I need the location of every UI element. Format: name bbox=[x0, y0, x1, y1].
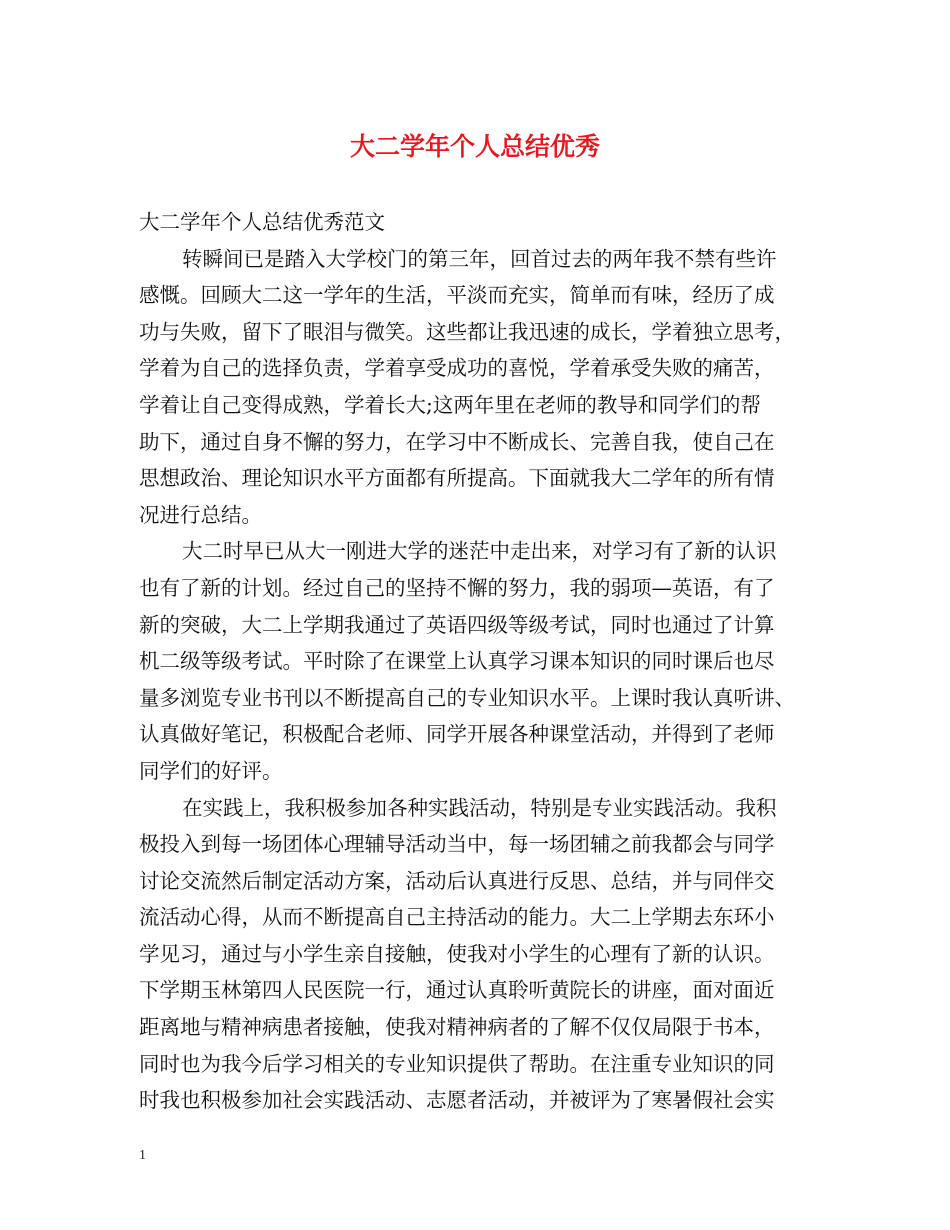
document-body bbox=[139, 204, 819, 1119]
text-line: 同学们的好评。 bbox=[139, 758, 283, 783]
paragraph-1 bbox=[139, 241, 819, 534]
text-line: 转瞬间已是踏入大学校门的第三年，回首过去的两年我不禁有些许 bbox=[182, 246, 777, 271]
text-line: 极投入到每一场团体心理辅导活动当中，每一场团辅之前我都会与同学 bbox=[139, 832, 775, 857]
text-line: 学着让自己变得成熟，学着长大;这两年里在老师的教导和同学们的帮 bbox=[139, 392, 761, 417]
text-line: 况进行总结。 bbox=[139, 502, 262, 527]
text-line: 功与失败，留下了眼泪与微笑。这些都让我迅速的成长，学着独立思考， bbox=[139, 319, 795, 344]
text-line: 感慨。回顾大二这一学年的生活，平淡而充实，简单而有味，经历了成 bbox=[139, 283, 775, 308]
text-line: 学着为自己的选择负责，学着享受成功的喜悦，学着承受失败的痛苦， bbox=[139, 356, 775, 381]
text-line: 大二时早已从大一刚进大学的迷茫中走出来，对学习有了新的认识 bbox=[182, 539, 777, 564]
paragraph-2 bbox=[139, 533, 819, 789]
page-number: 1 bbox=[139, 1148, 146, 1163]
text-line: 同时也为我今后学习相关的专业知识提供了帮助。在注重专业知识的同 bbox=[139, 1051, 775, 1076]
paragraph-3 bbox=[139, 790, 819, 1119]
text-line: 学见习，通过与小学生亲自接触，使我对小学生的心理有了新的认识。 bbox=[139, 941, 775, 966]
document-subtitle: 大二学年个人总结优秀范文 bbox=[139, 210, 385, 234]
text-line: 时我也积极参加社会实践活动、志愿者活动，并被评为了寒暑假社会实 bbox=[139, 1088, 775, 1113]
text-line: 流活动心得，从而不断提高自己主持活动的能力。大二上学期去东环小 bbox=[139, 905, 775, 930]
text-line: 量多浏览专业书刊以不断提高自己的专业知识水平。上课时我认真听讲、 bbox=[139, 685, 795, 710]
text-line: 也有了新的计划。经过自己的坚持不懈的努力，我的弱项—英语，有了 bbox=[139, 575, 775, 600]
text-line: 机二级等级考试。平时除了在课堂上认真学习课本知识的同时课后也尽 bbox=[139, 649, 775, 674]
text-line: 新的突破，大二上学期我通过了英语四级等级考试，同时也通过了计算 bbox=[139, 612, 775, 637]
text-line: 距离地与精神病患者接触，使我对精神病者的了解不仅仅局限于书本， bbox=[139, 1015, 775, 1040]
text-line: 助下，通过自身不懈的努力，在学习中不断成长、完善自我，使自己在 bbox=[139, 429, 775, 454]
page-title: 大二学年个人总结优秀 bbox=[349, 132, 600, 161]
text-line: 在实践上，我积极参加各种实践活动，特别是专业实践活动。我积 bbox=[182, 795, 777, 820]
text-line: 认真做好笔记，积极配合老师、同学开展各种课堂活动，并得到了老师 bbox=[139, 722, 775, 747]
text-line: 思想政治、理论知识水平方面都有所提高。下面就我大二学年的所有情 bbox=[139, 466, 775, 491]
text-line: 讨论交流然后制定活动方案，活动后认真进行反思、总结，并与同伴交 bbox=[139, 868, 775, 893]
text-line: 下学期玉林第四人民医院一行，通过认真聆听黄院长的讲座，面对面近 bbox=[139, 978, 775, 1003]
